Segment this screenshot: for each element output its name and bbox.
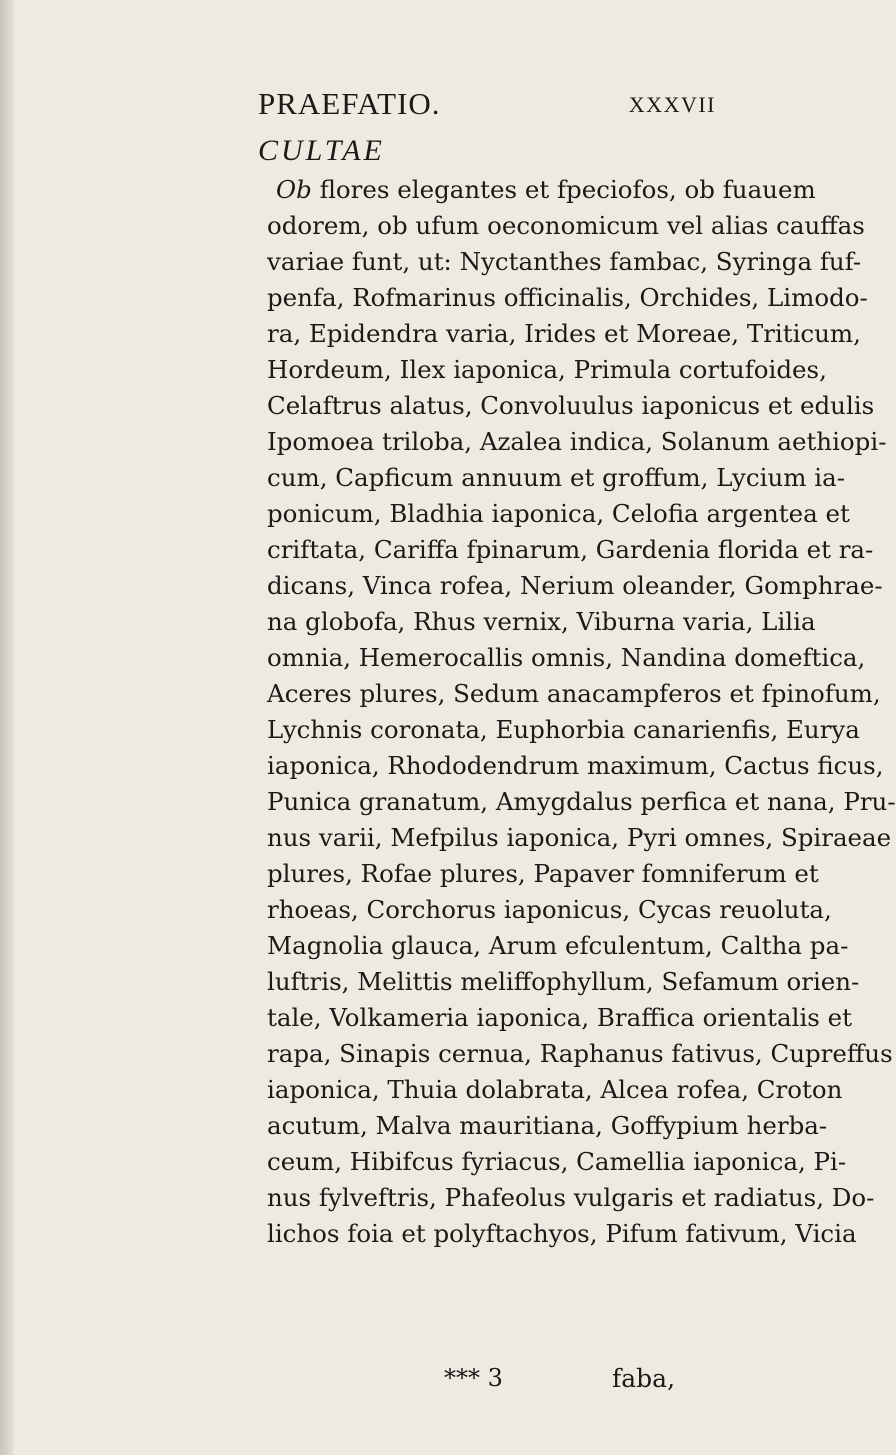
signature-mark: *** 3 (444, 1364, 503, 1392)
text-line: iaponica, Thuia dolabrata, Alcea rofea, Croton (267, 1075, 843, 1104)
catchword: faba, (612, 1364, 676, 1393)
text-line: luftris, Melittis meliffophyllum, Sefamum orien- (267, 967, 860, 996)
text-line: odorem, ob ufum oeconomicum vel alias cauffas (267, 211, 865, 240)
text-line: cum, Capficum annuum et groffum, Lycium ia- (267, 463, 845, 492)
text-line: plures, Rofae plures, Papaver fomniferum et (267, 859, 819, 888)
text-line: tale, Volkameria iaponica, Braffica orientalis et (267, 1003, 852, 1032)
text-line: criftata, Cariffa fpinarum, Gardenia florida et ra- (267, 535, 874, 564)
running-head (258, 86, 716, 126)
text-line: ra, Epidendra varia, Irides et Moreae, Triticum, (267, 319, 861, 348)
text-line: Celaftrus alatus, Convoluulus iaponicus et edulis (267, 391, 875, 420)
text-line: ceum, Hibifcus fyriacus, Camellia iaponica, Pi- (267, 1147, 847, 1176)
text-line: rapa, Sinapis cernua, Raphanus fativus, Cupreffus (267, 1039, 893, 1068)
text-line: rhoeas, Corchorus iaponicus, Cycas reuoluta, (267, 895, 832, 924)
lead-word: Ob (276, 175, 312, 204)
text-line: Ipomoea triloba, Azalea indica, Solanum aethiopi- (267, 427, 887, 456)
text-line: omnia, Hemerocallis omnis, Nandina domeftica, (267, 643, 866, 672)
section-heading: CULTAE (258, 134, 385, 167)
text-line: Magnolia glauca, Arum efculentum, Caltha pa- (267, 931, 849, 960)
text-line-content: flores elegantes et fpeciofos, ob fuauem (311, 175, 816, 204)
text-line: nus varii, Mefpilus iaponica, Pyri omnes, Spiraeae (267, 823, 892, 852)
text-line: dicans, Vinca rofea, Nerium oleander, Gomphrae- (267, 571, 883, 600)
text-line: Lychnis coronata, Euphorbia canarienfis, Eurya (267, 715, 860, 744)
page-number: XXXVII (628, 92, 716, 117)
text-line: Hordeum, Ilex iaponica, Primula cortufoides, (267, 355, 827, 384)
text-line: ponicum, Bladhia iaponica, Celofia argentea et (267, 499, 850, 528)
text-line: nus fylveftris, Phafeolus vulgaris et radiatus, Do- (267, 1183, 875, 1212)
text-line: penfa, Rofmarinus officinalis, Orchides, Limodo- (267, 283, 868, 312)
page-binding-edge (0, 0, 14, 1455)
running-title: PRAEFATIO. (258, 86, 441, 121)
text-line: Aceres plures, Sedum anacampferos et fpinofum, (267, 679, 881, 708)
text-line: acutum, Malva mauritiana, Goffypium herba- (267, 1111, 828, 1140)
text-line: variae funt, ut: Nyctanthes fambac, Syringa fuf- (267, 247, 862, 276)
text-line: na globofa, Rhus vernix, Viburna varia, Lilia (267, 607, 816, 636)
text-line: iaponica, Rhododendrum maximum, Cactus ficus, (267, 751, 884, 780)
text-line (276, 172, 816, 208)
text-line: Punica granatum, Amygdalus perfica et nana, Pru- (267, 787, 896, 816)
text-line: lichos foia et polyftachyos, Pifum fativum, Vicia (267, 1219, 857, 1248)
